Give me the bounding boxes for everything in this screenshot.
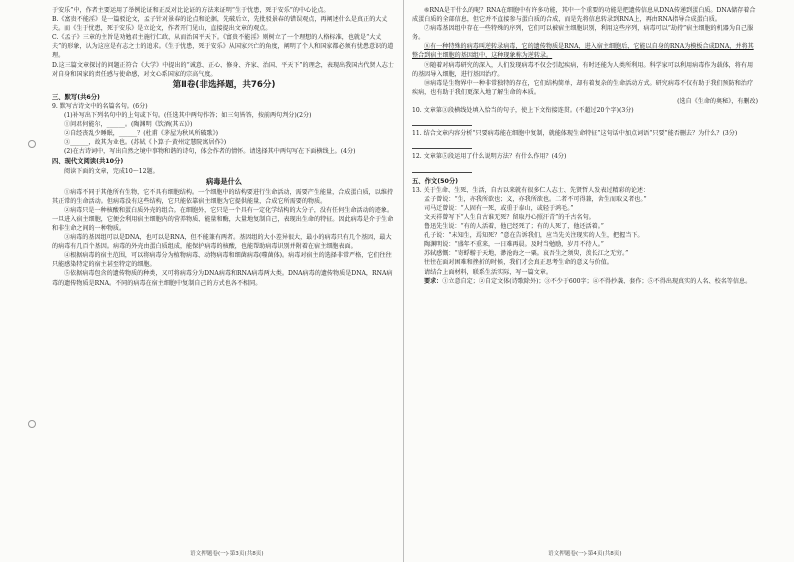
article-para-8: ⑧有一种特殊的病毒叫逆转录病毒，它的遗传物质是RNA，进入宿主细胞后，它能以自身的RNA为模板合成DNA，并将其整合到宿主细胞的基因组中，这种现象称为逆转录。 (412, 43, 754, 60)
article-para-3: ③病毒的基因组可以是DNA，也可以是RNA，但不能兼有两者。基因组的大小差异很大，最小的病毒只有几个基因，最大的病毒有几百个基因。病毒的外壳由蛋白质组成，能保护病毒的核酸，也能帮助病毒识别并附着在宿主细胞表面。 (52, 234, 392, 251)
q9-sub1: (1)补写出下列名句中的上句或下句。(任选其中两句作答；如三句皆答，按前两句判分)(2分) (64, 111, 312, 119)
article-para-1: ①病毒不同于其他所有生物，它不具有细胞结构。一个细胞中的结构要进行生命活动，需要产生能量，合成蛋白质，以维持其正常的生命活动。但病毒没有这些结构，它只能依靠宿主细胞为它提供能量，合成它所需要的物质。 (52, 188, 394, 205)
right-page (412, 6, 758, 546)
essay-material: 请结合上面材料，联系生活实际，写一篇文章。 (424, 268, 552, 276)
intro-para: 于安乐”中，作者主要运用了举例论证和正反对比论证的方法来证明“生于忧患，死于安乐”的中心论点。 (52, 7, 330, 14)
article-source: (选自《生命的奥秘》，有删改) (677, 97, 758, 105)
essay-material: 孟子曾说：“生，亦我所欲也；义，亦我所欲也。二者不可得兼，舍生而取义者也。” (424, 195, 647, 203)
question-10: 10. 文章第③段横线处填入恰当的句子，使上下文衔接连贯。(不超过20个字)(3分) (412, 107, 634, 115)
answer-line[interactable] (412, 162, 472, 173)
page-divider (403, 0, 404, 562)
article-para-10: ⑩病毒是生物界中一种非常独特的存在，它们结构简单，却有着复杂的生命活动方式。研究病毒不仅有助于我们预防和治疗疾病，也有助于我们更深入地了解生命的本质。 (412, 79, 754, 96)
article-para-4: ④根据病毒的宿主范围，可以将病毒分为植物病毒、动物病毒和细菌病毒(噬菌体)。病毒对宿主的选择非常严格，它们往往只能感染特定的宿主甚至特定的细胞。 (52, 252, 392, 269)
answer-line[interactable] (412, 138, 472, 149)
article-para-6: ⑥RNA是干什么的呢？RNA在细胞中有许多功能，其中一个重要的功能是把遗传信息从DNA传递到蛋白质。DNA储存着合成蛋白质的全部信息，但它并不直接参与蛋白质的合成，而是先将信息转录到RNA上，再由RNA指导合成蛋白质。 (412, 7, 756, 24)
binding-hole (28, 140, 36, 148)
essay-material: 苏轼感慨：“寄蜉蝣于天地，渺沧海之一粟。哀吾生之须臾，羡长江之无穷。” (424, 250, 629, 258)
essay-material: 孔子说：“未知生，焉知死？”意在告诉我们，应当先关注现实的人生，把握当下。 (424, 232, 644, 240)
essay-material: 司马迁曾说：“人固有一死，或重于泰山，或轻于鸿毛。” (424, 204, 574, 212)
essay-material: 陶渊明说：“盛年不重来，一日难再晨。及时当勉励，岁月不待人。” (424, 241, 604, 249)
section5-title: 五、作文(50分) (412, 177, 459, 185)
article-para-9: ⑨随着对病毒研究的深入，人们发现病毒不仅会引起疾病，有时还能为人类所利用。科学家可以利用病毒作为载体，将有用的基因导入细胞，进行基因治疗。 (412, 61, 754, 78)
part2-title: 第Ⅱ卷(非选择题，共76分) (172, 79, 276, 90)
option-b: B.《富贵不能淫》是一篇驳论文，孟子针对景春的论点和论据，先破后立，先批驳景春的错误观点，再阐述什么是真正的大丈夫。而《生于忧患，死于安乐》是立论文，作者开门见山，直接提出文章的观点。 (52, 16, 388, 33)
requirements-label: 要求： (424, 277, 443, 285)
option-d: D.这三篇文章探讨的问题正符合《大学》中提出的“诚意、正心、修身、齐家、治国、平天下”的理念，表现出我国古代贤人志士对自身和国家的责任感与使命感，对文心系国家的宗高气度。 (52, 61, 394, 78)
option-c: C.《孟子》三章的主旨是劝勉君主施行仁政，从而治国平天下。《富贵不能淫》则树立了一个理想的人格标准，也就是“大丈夫”的形象，认为这应是有志之士的追求。《生于忧患，死于安乐》从国家兴亡的角度，阐明了个人和国家都必须有忧患意识的道理。 (52, 34, 394, 60)
section3-title: 三、默写(共6分) (52, 93, 100, 101)
section4-intro: 阅读下面的文章，完成10～12题。 (64, 167, 159, 175)
article-para-2: ②病毒只是一种核酸和蛋白质外壳的组合。在细胞外，它只是一个具有一定化学结构的大分子，没有任何生命活动的迹象。一旦进入宿主细胞，它便会利用宿主细胞内的营养物质、能量和酶，大量地复制自己，表现出生命的特征。因此病毒是介于生命和非生命之间的一种物质。 (52, 206, 394, 232)
left-page (52, 6, 396, 546)
essay-material: 鲁迅先生说：“有的人活着，他已经死了；有的人死了，他还活着。” (424, 223, 604, 231)
article-title: 病毒是什么 (206, 176, 242, 186)
q9-item-3: ③______，故其为业也。(苏轼《卜算子·黄州定慧院寓居作》) (64, 139, 227, 147)
answer-line[interactable] (412, 115, 472, 126)
q9-item-2: ②自经丧乱少睡眠，______？(杜甫《茅屋为秋风所破歌》) (64, 130, 219, 138)
binding-hole (28, 420, 36, 428)
page-footer-right: 语文押题卷(一)·第4页(共8页) (548, 551, 622, 557)
q9-item-1: ①问君何能尔，______。(陶渊明《饮酒(其五)》) (64, 121, 193, 129)
question-11: 11. 结合文章内容分析“只要病毒能在细胞中复制，就能体现生命特征”这句话中加点词语“只要”能否删去？为什么？(3分) (412, 130, 738, 138)
article-para-7: ⑦病毒基因组中存在一些特殊的序列，它们可以被宿主细胞识别，利用这些序列，病毒可以“劫持”宿主细胞的机器为自己服务。 (412, 25, 754, 42)
question-13: 13. 关于生命、生死、生活，自古以来就有很多仁人志士、先贤哲人发表过精彩的论述： (412, 186, 650, 194)
q9-text: 9. 默写古诗文中的名篇名句。(6分) (52, 102, 148, 110)
requirements-text: ①立意自定；②自定文体(诗歌除外)；③不少于600字；④不得抄袭、套作；⑤不得出现真实的人名、校名等信息。 (442, 277, 752, 285)
essay-material: 往往在面对困难和挫折的时候，我们才会真正思考生命的意义与价值。 (424, 259, 613, 267)
question-12: 12. 文章第⑤段运用了什么说明方法？有什么作用？(4分) (412, 153, 567, 161)
essay-material: 文天祥曾写下“人生自古谁无死？留取丹心照汗青”的千古名句。 (424, 213, 595, 221)
essay-requirements (412, 277, 758, 286)
q9-sub2: (2)在古诗词中，写出自然之境中事物和谐的诗句，体会作者的情怀。请选择其中两句写在下面横线上。(4分) (64, 148, 356, 156)
section4-title: 四、现代文阅读(共10分) (52, 158, 124, 166)
page-footer-left: 语文押题卷(一)·第3页(共8页) (190, 551, 264, 557)
article-para-5: ⑤依据病毒包含的遗传物质的种类，又可将病毒分为DNA病毒和RNA病毒两大类。DNA病毒的遗传物质是DNA，RNA病毒的遗传物质是RNA。不同的病毒在宿主细胞中复制自己的方式也各不相同。 (52, 270, 393, 287)
